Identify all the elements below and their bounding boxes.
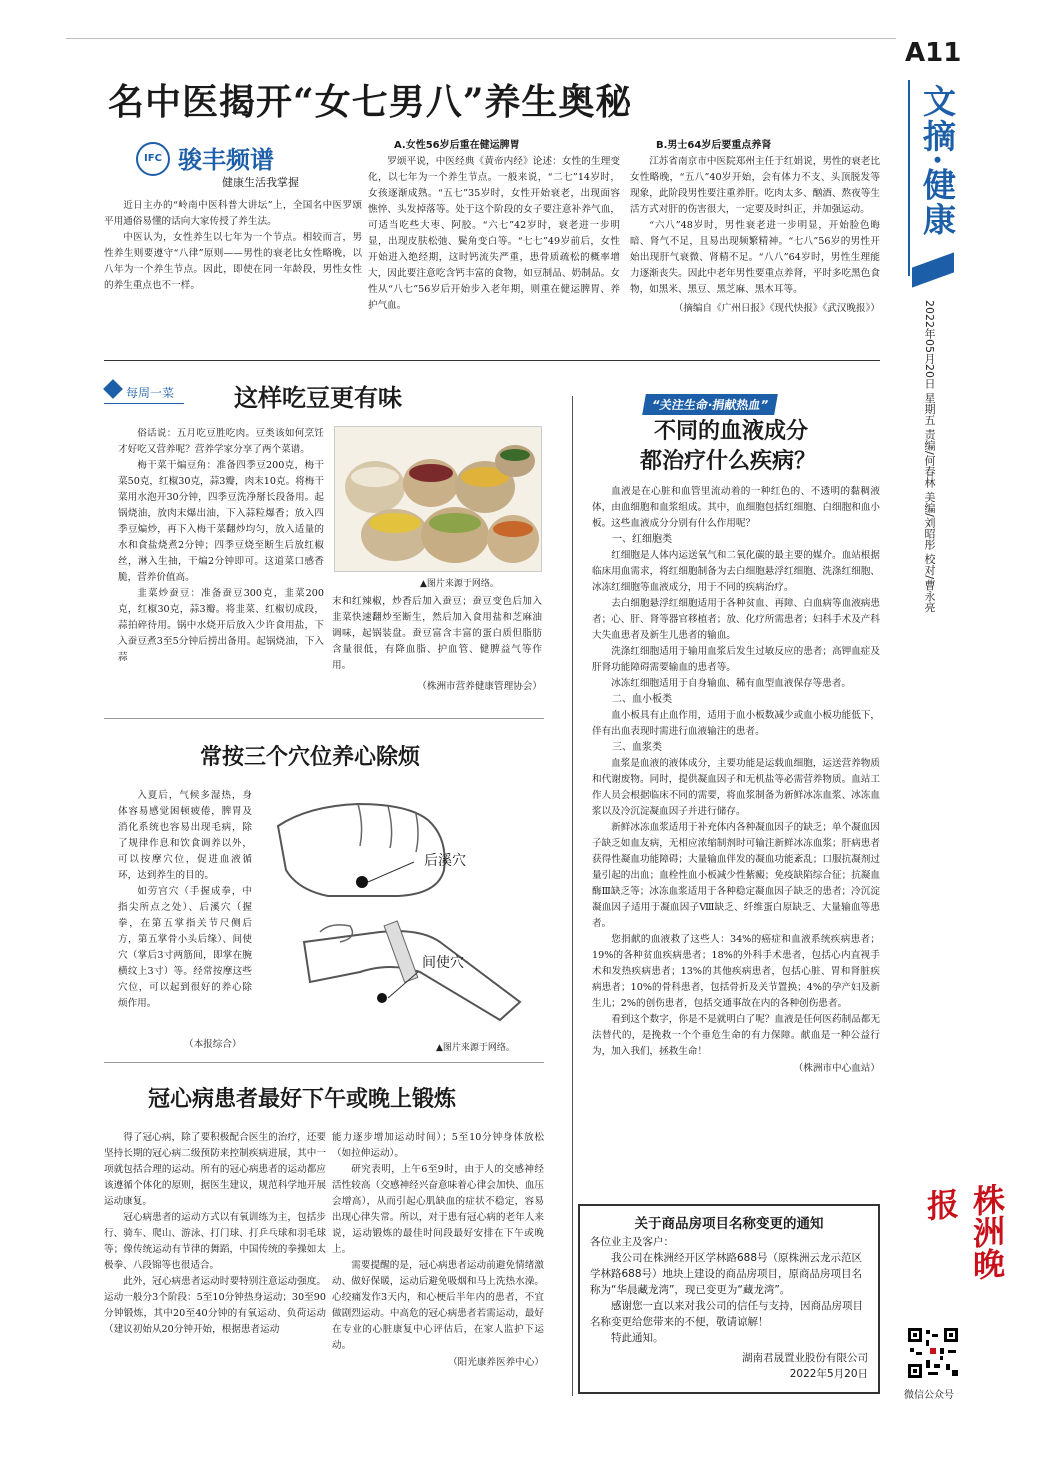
- acupoint-wrist-image: [300, 912, 540, 1024]
- notice-box: [578, 1204, 880, 1394]
- section-label: 文摘·健康: [918, 84, 957, 238]
- blood-para: 红细胞是人体内运送氧气和二氧化碳的最主要的媒介。血站根据临床用血需求，将红细胞制备为去白细胞悬浮红细胞、洗涤红细胞、冰冻红细胞等血液成分，用于不同的疾病治疗。: [592, 550, 880, 593]
- heart-para: 此外，冠心病患者运动时要特别注意运动强度。运动一般分3个阶段：5至10分钟热身运动；30至90分钟锻炼，其中20至40分钟的有氧运动、负荷运动（建议初始从20分钟开始，根据患者运动: [104, 1276, 326, 1335]
- main-col-2: [368, 138, 620, 314]
- notice-salutation: 各位业主及客户：: [590, 1236, 674, 1248]
- heart-col-2: [332, 1130, 544, 1368]
- blood-para: 去白细胞悬浮红细胞适用于各种贫血、再障、白血病等血液病患者；心、肝、肾等器官移植者；放、化疗所需患者；妇科手术及产科大失血患者及新生儿患者的输血。: [592, 598, 880, 641]
- beans-photo-illustration: [335, 427, 541, 571]
- beans-bottom-rule: [104, 718, 544, 719]
- notice-body-2: 感谢您一直以来对我公司的信任与支持，因商品房项目名称变更给您带来的不便，敬请谅解！: [590, 1300, 863, 1328]
- heart-col-1: [104, 1130, 326, 1338]
- acupoint-title: 常按三个穴位养心除烦: [200, 744, 421, 770]
- heart-para: 冠心病患者的运动方式以有氧训练为主，包括步行、骑车、爬山、游泳、打门球、打乒乓球和羽毛球等；像传统运动有节律的舞蹈，中国传统的拳操如太极拳、八段锦等也很适合。: [104, 1212, 326, 1271]
- heart-title: 冠心病患者最好下午或晚上锻炼: [148, 1086, 457, 1112]
- paper-logo: [918, 1181, 1006, 1308]
- main-article-title: 名中医揭开“女七男八”养生奥秘: [108, 81, 633, 123]
- brand-name: 骏丰频谱: [178, 146, 274, 174]
- notice-closing: 特此通知。: [611, 1332, 664, 1344]
- main-col2-para: 罗颂平说，中医经典《黄帝内经》论述：女性的生理变化，以七年为一个养生节点。一般来说，“二七”14岁时，女孩逐渐成熟。“五七”35岁时，女性开始衰老，出现面容憔悴、头发掉落等。处于这个阶段的女子要注意补养气血，可适当吃些大枣、阿胶。“六七”42岁时，衰老进一步明显，出现皮肤松弛、鬓角变白等。“七七”49岁前后，女性开始进入绝经期，这时钙流失严重，患骨质疏松的概率增大，因此要注意吃含钙丰富的食物，如豆制品、奶制品。女性从“八七”56岁后开始步入老年期，则重在健运脾胃、养护气血。: [368, 156, 620, 311]
- heart-para: 得了冠心病，除了要积极配合医生的治疗，还要坚持长期的冠心病二级预防来控制疾病进展，其中一项就包括合理的运动。所有的冠心病患者的运动都应该遵循个体化的原则，据医生建议，规范科学地开展运动康复。: [104, 1132, 326, 1207]
- label-jianshi: 间使穴: [422, 955, 464, 971]
- qr-code-icon: [906, 1326, 960, 1380]
- beans-title: 这样吃豆更有味: [234, 383, 402, 412]
- beans-col-2: [332, 594, 542, 692]
- brand-logo-badge: IFC: [136, 142, 170, 176]
- sidebar-meta: 2022年05月20日 星期五 责编/何春林 美编/刘昭彤 校对/曹永亮: [923, 300, 936, 613]
- heart-para: 需要提醒的是，冠心病患者运动前避免情绪激动、做好保暖，运动后避免吸烟和马上洗热水澡。心绞痛发作3天内，和心梗后半年内的患者，不宜做剧烈运动。中高危的冠心病患者若需运动，最好在专业的心脏康复中心评估后，在家人监护下运动。: [332, 1260, 544, 1351]
- qr-label: 微信公众号: [904, 1390, 954, 1401]
- page-number: A11: [905, 38, 962, 68]
- weekly-dish-tag: [104, 380, 184, 404]
- blood-heading-3: 三、血浆类: [612, 742, 662, 753]
- top-rule: [66, 38, 896, 39]
- main-col3-para: “六八”48岁时，男性衰老进一步明显，开始脸色晦暗、肾气不足，且易出现频繁精神。“七八”56岁的男性开始出现肝气衰微、肾精不足。“八八”64岁时，男性生理能力逐渐丧失。因此中老年男性要重点养肾，平时多吃黑色食物，如黑米、黑豆、黑芝麻、黑木耳等。: [630, 220, 880, 295]
- blood-para: 洗涤红细胞适用于输用血浆后发生过敏反应的患者；高钾血症及肝肾功能障碍需要输血的患者等。: [592, 646, 880, 673]
- main-bottom-rule: [104, 360, 880, 361]
- main-col1-para: 中医认为，女性养生以七年为一个节点。相较而言，男性养生则要遵守“八律”原则——男性的衰老比女性略晚，以八年为一个养生节点。因此，即使在同一年龄段，男性女性的养生重点也不一样。: [104, 232, 362, 291]
- acupoint-credit: （本报综合）: [184, 1039, 242, 1050]
- heart-para: 研究表明，上午6至9时，由于人的交感神经活性较高（交感神经兴奋意味着心律会加快、血压会增高），从而引起心肌缺血的症状不稳定，容易出现心律失常。所以，对于患有冠心病的老年人来说，运动锻炼的最佳时间段最好安排在下午或晚上。: [332, 1164, 544, 1255]
- blood-para: 您捐献的血液救了这些人：34%的癌症和血液系统疾病患者；19%的各种贫血疾病患者；18%的外科手术患者，包括心内直视手术和发热疾病患者；13%的其他疾病患者，包括心脏、胃和肾脏疾病患者；10%的骨科患者，包括骨折及关节置换；4%的孕产妇及新生儿；2%的创伤患者，包括交通事故在内的各种创伤患者。: [592, 934, 880, 1009]
- fist-illustration: [268, 786, 538, 904]
- beans-photo: [334, 426, 542, 572]
- label-houxi: 后溪穴: [424, 853, 466, 869]
- blood-body: [592, 484, 880, 1074]
- acupoint-text: [118, 788, 252, 1012]
- acupoint-fist-image: [268, 786, 538, 904]
- section-banner: [908, 80, 957, 276]
- blood-banner: “关注生命·捐献热血”: [642, 394, 778, 415]
- acupoint-para: 入夏后，气候多湿热，身体容易感觉困顿疲倦，脾胃及消化系统也容易出现毛病，除了规律作息和饮食调养以外，可以按摩穴位，促进血液循环，达到养生的目的。: [118, 790, 252, 881]
- main-credit: （摘编自《广州日报》《现代快报》《武汉晚报》）: [673, 303, 880, 314]
- blood-title-line2: 都治疗什么疾病？: [640, 448, 817, 474]
- blood-para: 新鲜冰冻血浆适用于补充体内各种凝血因子的缺乏；单个凝血因子缺乏如血友病，无相应浓缩制剂时可输注新鲜冰冻血浆；肝病患者获得性凝血功能障碍；大量输血伴发的凝血功能紊乱；口服抗凝剂过量引起的出血；血栓性血小板减少性紫癜；免疫缺陷综合征；抗凝血酶Ⅲ缺乏等；冰冻血浆适用于各种稳定凝血因子缺乏的患者；冷沉淀凝血因子适用于凝血因子Ⅷ缺乏、纤维蛋白原缺乏、大量输血等患者。: [592, 822, 880, 929]
- weekly-dish-tag-label: 每周一菜: [126, 386, 175, 400]
- blood-title-line1: 不同的血液成分: [654, 418, 809, 444]
- beans-col-1: [118, 426, 324, 666]
- acupoint-bottom-rule: [104, 1062, 544, 1063]
- beans-para: 韭菜炒蚕豆：准备蚕豆300克，韭菜200克，红椒30克，蒜3瓣。将韭菜、红椒切成段，蒜拍碎待用。锅中水烧开后放入少许食用盐，下入蚕豆煮3至5分钟后捞出备用。起锅烧油，下入蒜: [118, 588, 324, 663]
- brand-slogan: 健康生活我掌握: [222, 176, 299, 189]
- blood-heading-2: 二、血小板类: [612, 694, 672, 705]
- blood-credit: （株洲市中心血站）: [793, 1063, 880, 1074]
- acupoint-photo-caption: ▲图片来源于网络。: [436, 1043, 515, 1053]
- beans-photo-caption: ▲图片来源于网络。: [420, 579, 499, 589]
- blood-para: 血浆是血液的液体成分，主要功能是运载血细胞，运送营养物质和代谢废物。同时，提供凝血因子和无机盐等必需营养物质。血站工作人员会根据临床不同的需要，将血浆制备为新鲜冰冻血浆、冰冻血浆以及冷沉淀凝血因子并进行储存。: [592, 758, 880, 817]
- main-col2-heading: A.女性56岁后重在健运脾胃: [394, 140, 520, 151]
- paper-logo-text: 株洲晚报: [922, 1181, 1006, 1282]
- main-col-3: [630, 138, 880, 314]
- pencil-icon: [103, 379, 123, 399]
- main-col1-para: 近日主办的“岭南中医科普大讲坛”上，全国名中医罗颂平用通俗易懂的话向大家传授了养生法。: [104, 200, 362, 227]
- beans-para: 末和红辣椒，炒香后加入蚕豆；蚕豆变色后加入韭菜快速翻炒至断生，然后加入食用盐和芝麻油调味，起锅装盘。蚕豆富含丰富的蛋白质但脂肪含量很低，有降血脂、护血管、健脾益气等作用。: [332, 596, 542, 671]
- blood-para: 冰冻红细胞适用于自身输血、稀有血型血液保存等患者。: [611, 678, 852, 689]
- heart-credit: （阳光康养医养中心）: [448, 1357, 544, 1368]
- heart-para: 能力逐步增加运动时间）；5至10分钟身体放松（如拉伸运动）。: [332, 1132, 544, 1159]
- notice-date: 2022年5月20日: [789, 1368, 868, 1380]
- beans-para: 梅干菜干煸豆角：准备四季豆200克，梅干菜50克，红椒30克，蒜3瓣，肉末10克。将梅干菜用水泡开30分钟，四季豆洗净掰长段备用。起锅烧油，放肉末爆出油，下入蒜粒爆香；放入四季豆煸炒，再下入梅干菜翻炒均匀，放入适量的水和食盐烧煮2分钟；四季豆烧至断生后放红椒丝，淋入生抽，干煸2分钟即可。这道菜口感香脆，营养价值高。: [118, 460, 324, 583]
- main-col-1: [104, 198, 362, 294]
- blood-intro: 血液是在心脏和血管里流动着的一种红色的、不透明的黏稠液体，由血细胞和血浆组成。其中，血细胞包括红细胞、白细胞和血小板。这些血液成分分别有什么作用呢？: [592, 486, 880, 529]
- beans-credit: （株洲市营养健康管理协会）: [417, 681, 542, 692]
- brand-block: [136, 140, 336, 192]
- blood-heading-1: 一、红细胞类: [612, 534, 672, 545]
- main-col3-para: 江苏省南京市中医院郑州主任于红娟说，男性的衰老比女性略晚，“五八”40岁开始，会有体力不支、头顶脱发等现象，此阶段男性要注重养肝。吃肉太多、酗酒、熬夜等生活方式对肝的伤害很大，一定要及时纠正，并加强运动。: [630, 156, 880, 215]
- qr-code: [906, 1326, 960, 1380]
- notice-title: 关于商品房项目名称变更的通知: [634, 1216, 824, 1232]
- beans-para: 俗话说：五月吃豆胜吃肉。豆类该如何烹饪才好吃又营养呢？营养学家分享了两个菜谱。: [118, 428, 324, 455]
- notice-company: 湖南君晟置业股份有限公司: [742, 1352, 868, 1364]
- notice-body-1: 我公司在株洲经开区学林路688号（原株洲云龙示范区学林路688号）地块上建设的商品房项目，原商品房项目名称为“华晨藏龙湾”，现已变更为“藏龙湾”。: [590, 1252, 863, 1296]
- acupoint-para: 如劳宫穴（手握成拳，中指尖所点之处）、后溪穴（握拳，在第五掌指关节尺侧后方，第五掌骨小头后缘）、间使穴（掌后3寸两筋间，即掌在腕横纹上3寸）等。经常按摩这些穴位，可以起到很好的养心除烦作用。: [118, 886, 252, 1009]
- wrist-illustration: [300, 912, 540, 1024]
- main-col3-heading: B.男士64岁后要重点养肾: [656, 140, 772, 151]
- blood-para: 血小板具有止血作用，适用于血小板数减少或血小板功能低下，伴有出血表现时需进行血液输注的患者。: [592, 710, 880, 737]
- column-divider: [572, 396, 573, 1396]
- blood-para: 看到这个数字，你是不是就明白了呢？血液是任何医药制品都无法替代的，是挽救一个个垂危生命的有力保障。献血是一种公益行为，加入我们，拯救生命！: [592, 1014, 880, 1057]
